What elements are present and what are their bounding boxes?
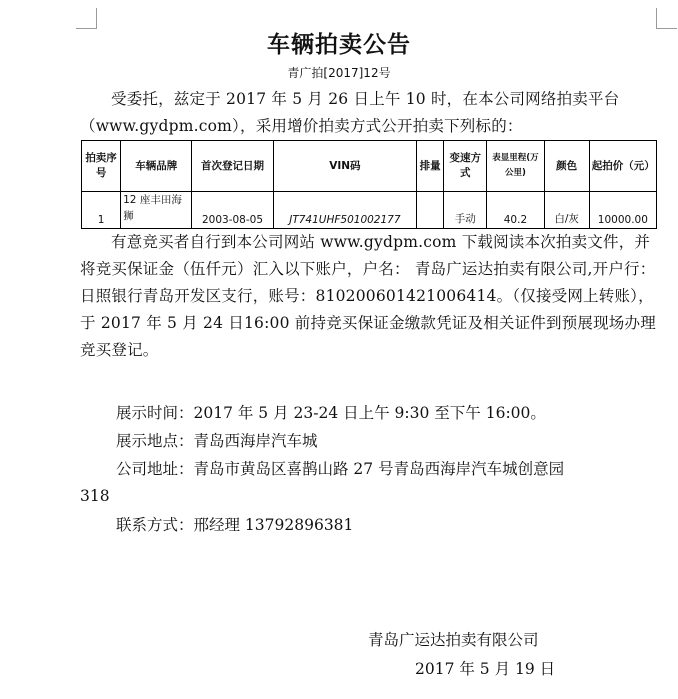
cell-color: 白/灰 xyxy=(544,192,589,229)
header-transmission: 变速方式 xyxy=(444,141,487,192)
header-brand: 车辆品牌 xyxy=(121,141,192,192)
contact-info: 联系方式：邢经理 13792896381 xyxy=(116,516,354,534)
cell-starting-price: 10000.00 xyxy=(589,192,656,229)
document-title: 车辆拍卖公告 xyxy=(267,32,411,58)
signature-company: 青岛广运达拍卖有限公司 xyxy=(368,631,539,649)
company-address-line-2: 318 xyxy=(80,487,110,505)
exhibition-place: 展示地点：青岛西海岸汽车城 xyxy=(116,432,318,450)
cell-mileage: 40.2 xyxy=(487,192,544,229)
header-first-registration: 首次登记日期 xyxy=(192,141,273,192)
header-lot-number: 拍卖序号 xyxy=(82,141,121,192)
intro-paragraph: 受委托，兹定于 2017 年 5 月 26 日上午 10 时，在本公司网络拍卖平台（www.gydpm.com），采用增价拍卖方式公开拍卖下列标的： xyxy=(80,90,620,135)
cell-transmission: 手动 xyxy=(444,192,487,229)
header-displacement: 排量 xyxy=(417,141,444,192)
cell-brand: 12 座丰田海狮 xyxy=(121,192,192,229)
lot-table xyxy=(81,140,657,229)
cell-lot-number: 1 xyxy=(82,192,121,229)
cell-vin: JT741UHF501002177 xyxy=(273,192,416,229)
header-vin: VIN码 xyxy=(273,141,416,192)
header-color: 颜色 xyxy=(544,141,589,192)
header-starting-price: 起拍价（元） xyxy=(589,141,656,192)
registration-paragraph: 有意竞买者自行到本公司网站 www.gydpm.com 下载阅读本次拍卖文件，并将竞买保证金（伍仟元）汇入以下账户，户名： 青岛广运达拍卖有限公司,开户行：日照银行青岛开发区支行，账号：810200601421006414。（仅接受网上转账），于 2017 年 5 月 24 日16:00 前持竞买保证金缴款凭证及相关证件到预展现场办理竞买登记。 xyxy=(80,233,656,359)
exhibition-time: 展示时间：2017 年 5 月 23-24 日上午 9:30 至下午 16:00。 xyxy=(116,404,546,422)
table-row xyxy=(82,192,657,229)
header-mileage: 表显里程(万公里) xyxy=(487,141,544,192)
company-address xyxy=(80,456,676,510)
document-number: 青广拍[2017]12号 xyxy=(287,66,391,80)
company-address-line-1: 公司地址：青岛市黄岛区喜鹊山路 27 号青岛西海岸汽车城创意园 xyxy=(116,460,565,478)
table-header-row xyxy=(82,141,657,192)
signature-date: 2017 年 5 月 19 日 xyxy=(415,660,556,678)
cell-first-registration: 2003-08-05 xyxy=(192,192,273,229)
cell-displacement xyxy=(417,192,444,229)
